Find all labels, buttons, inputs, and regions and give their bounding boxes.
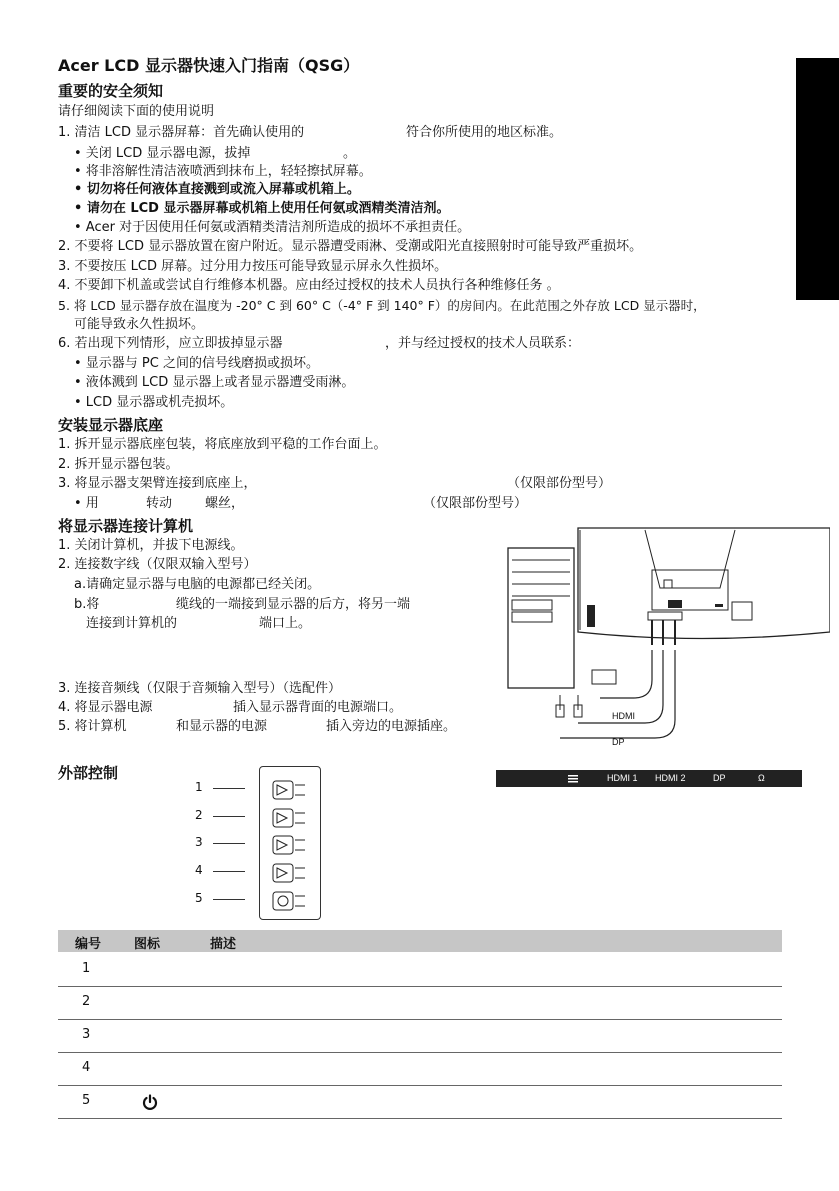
safety-item-6-tail: ，并与经过授权的技术人员联系： (385, 336, 581, 351)
page-title: Acer LCD 显示器快速入门指南（QSG） (58, 56, 360, 75)
table-row (58, 1086, 782, 1119)
control-label-1: 1 (195, 780, 203, 794)
connect-step-4-a: 4. 将显示器电源 (58, 700, 153, 715)
monitor-back (578, 528, 830, 639)
col-desc: 描述 (210, 937, 237, 952)
leader-line (213, 816, 245, 817)
connect-step-5-b: 和显示器的电源 (176, 719, 268, 734)
table-row (58, 954, 782, 987)
row-num: 5 (82, 1093, 91, 1108)
table-row (58, 1053, 782, 1086)
osd-input-bar (496, 770, 802, 787)
menu-icon (568, 775, 578, 783)
safety-bullet-5: • Acer 对于因使用任何氨或酒精类清洁剂所造成的损坏不承担责任。 (74, 220, 471, 235)
connect-step-2a: a.请确定显示器与电脑的电源都已经关闭。 (74, 577, 321, 592)
power-icon (142, 1094, 158, 1110)
connect-step-4-b: 插入显示器背面的电源端口。 (233, 700, 403, 715)
connect-step-3: 3. 连接音频线（仅限于音频输入型号）（选配件） (58, 681, 342, 696)
install-step-3b-c: 螺丝， (205, 496, 245, 511)
control-label-5: 5 (195, 891, 203, 905)
safety-item-1-tail: 符合你所使用的地区标准。 (406, 125, 563, 140)
control-label-3: 3 (195, 835, 203, 849)
leader-line (213, 871, 245, 872)
connect-step-5-c: 插入旁边的电源插座。 (326, 719, 457, 734)
row-num: 1 (82, 961, 91, 976)
safety-item-3: 3. 不要按压 LCD 屏幕。过分用力按压可能导致显示屏永久性损坏。 (58, 259, 448, 274)
safety-item-4: 4. 不要卸下机盖或尝试自行维修本机器。应由经过授权的技术人员执行各种维修任务 。 (58, 278, 560, 293)
install-step-3b-tail: （仅限部份型号） (423, 496, 528, 511)
connect-step-2b-b: 缆线的一端接到显示器的后方，将另一端 (176, 597, 411, 612)
safety-bullet-3: • 切勿将任何液体直接溅到或流入屏幕或机箱上。 (74, 182, 360, 197)
safety-bullet-8: • LCD 显示器或机壳损坏。 (74, 395, 234, 410)
install-step-3-tail: （仅限部份型号） (507, 476, 612, 491)
leader-line (213, 899, 245, 900)
button-3-icon[interactable] (271, 834, 307, 856)
col-icon: 图标 (134, 937, 161, 952)
osd-hdmi1: HDMI 1 (607, 773, 638, 783)
button-1-icon[interactable] (271, 779, 307, 801)
install-step-1: 1. 拆开显示器底座包装，将底座放到平稳的工作台面上。 (58, 437, 387, 452)
osd-audio: Ω (758, 773, 765, 783)
safety-item-6: 6. 若出现下列情形，应立即拔掉显示器 (58, 336, 283, 351)
diagram-hdmi-label: HDMI (612, 711, 635, 721)
button-4-icon[interactable] (271, 862, 307, 884)
connect-step-5-a: 5. 将计算机 (58, 719, 127, 734)
col-num: 编号 (75, 937, 102, 952)
safety-bullet-1: • 关闭 LCD 显示器电源，拔掉 (74, 146, 251, 161)
leader-line (213, 843, 245, 844)
safety-intro: 请仔细阅读下面的使用说明 (58, 104, 215, 119)
control-label-2: 2 (195, 808, 203, 822)
safety-bullet-1-tail: 。 (343, 146, 357, 161)
table-header (58, 930, 782, 952)
language-side-tab (796, 58, 839, 300)
control-label-4: 4 (195, 863, 203, 877)
connection-diagram (500, 520, 830, 750)
safety-bullet-2: • 将非溶解性清洁液喷洒到抹布上，轻轻擦拭屏幕。 (74, 164, 372, 179)
connect-step-2: 2. 连接数字线（仅限双输入型号） (58, 557, 257, 572)
safety-bullet-6: • 显示器与 PC 之间的信号线磨损或损坏。 (74, 356, 319, 371)
install-step-2: 2. 拆开显示器包装。 (58, 457, 179, 472)
row-num: 4 (82, 1060, 91, 1075)
safety-bullet-7: • 液体溅到 LCD 显示器上或者显示器遭受雨淋。 (74, 375, 355, 390)
control-panel (259, 766, 321, 920)
row-num: 2 (82, 994, 91, 1009)
install-step-3: 3. 将显示器支架臂连接到底座上， (58, 476, 257, 491)
connect-step-2b-a: b.将 (74, 597, 100, 612)
install-step-3b-a: • 用 (74, 496, 99, 511)
button-5-power-icon[interactable] (271, 890, 307, 912)
connect-step-2b-d: 端口上。 (259, 616, 312, 631)
safety-item-5: 5. 将 LCD 显示器存放在温度为 -20° C 到 60° C（-4° F 到 140° F）的房间内。在此范围之外存放 LCD 显示器时， (58, 298, 706, 313)
controls-heading: 外部控制 (58, 764, 119, 782)
table-row (58, 1020, 782, 1053)
leader-line (213, 788, 245, 789)
safety-item-1: 1. 清洁 LCD 显示器屏幕：首先确认使用的 (58, 125, 305, 140)
safety-item-2: 2. 不要将 LCD 显示器放置在窗户附近。显示器遭受雨淋、受潮或阳光直接照射时可能导致严重损坏。 (58, 239, 643, 254)
connect-heading: 将显示器连接计算机 (58, 517, 194, 535)
osd-dp: DP (713, 773, 726, 783)
button-2-icon[interactable] (271, 807, 307, 829)
diagram-dp-label: DP (612, 737, 625, 747)
pc-tower (508, 548, 574, 688)
safety-heading: 重要的安全须知 (58, 82, 164, 100)
safety-item-5-cont: 可能导致永久性损坏。 (74, 317, 205, 332)
connect-step-2b-c: 连接到计算机的 (86, 616, 178, 631)
safety-bullet-4: • 请勿在 LCD 显示器屏幕或机箱上使用任何氨或酒精类清洁剂。 (74, 201, 450, 216)
table-row (58, 987, 782, 1020)
row-num: 3 (82, 1027, 91, 1042)
connect-step-1: 1. 关闭计算机，并拔下电源线。 (58, 538, 244, 553)
osd-hdmi2: HDMI 2 (655, 773, 686, 783)
install-step-3b-b: 转动 (146, 496, 173, 511)
install-heading: 安装显示器底座 (58, 416, 164, 434)
